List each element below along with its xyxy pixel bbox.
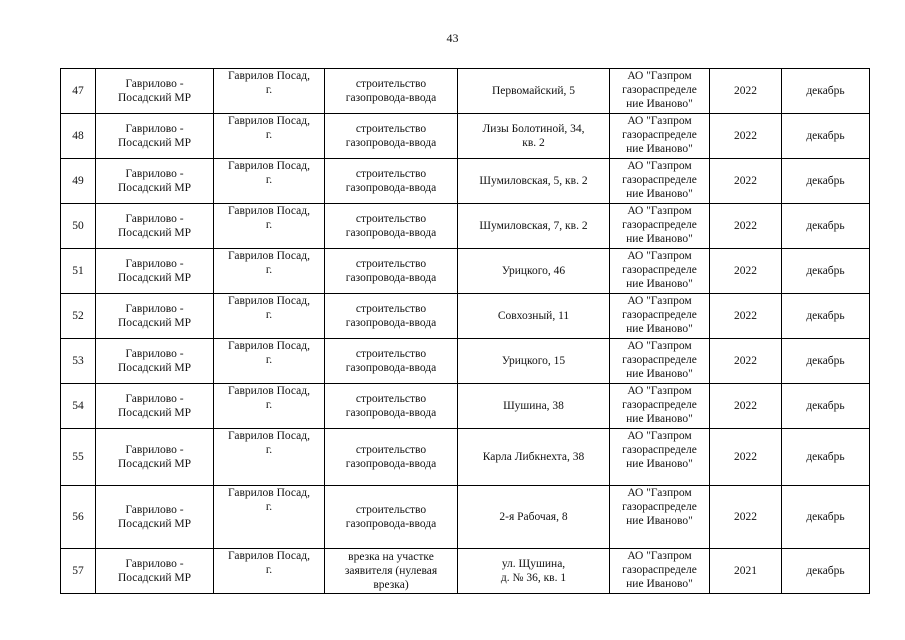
- year-cell: 2022: [710, 69, 782, 114]
- row-number: 55: [61, 429, 96, 486]
- year-cell: 2022: [710, 204, 782, 249]
- work-type-cell: строительство газопровода-ввода: [325, 339, 458, 384]
- table-row: [61, 114, 870, 159]
- district-cell: Гаврилово - Посадский МР: [96, 429, 214, 486]
- table-row: [61, 429, 870, 486]
- row-number: 53: [61, 339, 96, 384]
- month-cell: декабрь: [782, 486, 870, 549]
- month-cell: декабрь: [782, 249, 870, 294]
- year-cell: 2022: [710, 339, 782, 384]
- table-row: [61, 486, 870, 549]
- district-cell: Гаврилово - Посадский МР: [96, 249, 214, 294]
- organization-cell: АО "Газпром газораспределе ние Иваново": [610, 549, 710, 594]
- address-cell: Карла Либкнехта, 38: [458, 429, 610, 486]
- year-cell: 2022: [710, 159, 782, 204]
- gas-connection-table: [60, 68, 870, 594]
- district-cell: Гаврилово - Посадский МР: [96, 384, 214, 429]
- district-cell: Гаврилово - Посадский МР: [96, 339, 214, 384]
- district-cell: Гаврилово - Посадский МР: [96, 294, 214, 339]
- page-number: 43: [446, 31, 459, 45]
- year-cell: 2022: [710, 114, 782, 159]
- table-row: [61, 204, 870, 249]
- month-cell: декабрь: [782, 384, 870, 429]
- organization-cell: АО "Газпром газораспределе ние Иваново": [610, 384, 710, 429]
- table-row: [61, 249, 870, 294]
- work-type-cell: строительство газопровода-ввода: [325, 486, 458, 549]
- address-cell: 2-я Рабочая, 8: [458, 486, 610, 549]
- work-type-cell: строительство газопровода-ввода: [325, 204, 458, 249]
- work-type-cell: строительство газопровода-ввода: [325, 294, 458, 339]
- work-type-cell: строительство газопровода-ввода: [325, 69, 458, 114]
- address-cell: Урицкого, 15: [458, 339, 610, 384]
- year-cell: 2021: [710, 549, 782, 594]
- organization-cell: АО "Газпром газораспределе ние Иваново": [610, 294, 710, 339]
- locality-cell: Гаврилов Посад, г.: [214, 384, 325, 429]
- organization-cell: АО "Газпром газораспределе ние Иваново": [610, 249, 710, 294]
- district-cell: Гаврилово - Посадский МР: [96, 114, 214, 159]
- address-cell: Шумиловская, 7, кв. 2: [458, 204, 610, 249]
- locality-cell: Гаврилов Посад, г.: [214, 486, 325, 549]
- work-type-cell: строительство газопровода-ввода: [325, 429, 458, 486]
- month-cell: декабрь: [782, 159, 870, 204]
- address-cell: ул. Щушина, д. № 36, кв. 1: [458, 549, 610, 594]
- work-type-cell: строительство газопровода-ввода: [325, 159, 458, 204]
- year-cell: 2022: [710, 486, 782, 549]
- work-type-cell: врезка на участке заявителя (нулевая врезка): [325, 549, 458, 594]
- organization-cell: АО "Газпром газораспределе ние Иваново": [610, 486, 710, 549]
- row-number: 48: [61, 114, 96, 159]
- address-cell: Урицкого, 46: [458, 249, 610, 294]
- locality-cell: Гаврилов Посад, г.: [214, 549, 325, 594]
- district-cell: Гаврилово - Посадский МР: [96, 549, 214, 594]
- district-cell: Гаврилово - Посадский МР: [96, 486, 214, 549]
- table-row: [61, 294, 870, 339]
- organization-cell: АО "Газпром газораспределе ние Иваново": [610, 69, 710, 114]
- locality-cell: Гаврилов Посад, г.: [214, 294, 325, 339]
- row-number: 52: [61, 294, 96, 339]
- table-row: [61, 339, 870, 384]
- table-row: [61, 159, 870, 204]
- month-cell: декабрь: [782, 549, 870, 594]
- organization-cell: АО "Газпром газораспределе ние Иваново": [610, 159, 710, 204]
- organization-cell: АО "Газпром газораспределе ние Иваново": [610, 114, 710, 159]
- month-cell: декабрь: [782, 294, 870, 339]
- month-cell: декабрь: [782, 69, 870, 114]
- row-number: 47: [61, 69, 96, 114]
- address-cell: Первомайский, 5: [458, 69, 610, 114]
- table-row: [61, 384, 870, 429]
- row-number: 51: [61, 249, 96, 294]
- locality-cell: Гаврилов Посад, г.: [214, 204, 325, 249]
- locality-cell: Гаврилов Посад, г.: [214, 114, 325, 159]
- row-number: 49: [61, 159, 96, 204]
- row-number: 56: [61, 486, 96, 549]
- locality-cell: Гаврилов Посад, г.: [214, 339, 325, 384]
- address-cell: Шушина, 38: [458, 384, 610, 429]
- locality-cell: Гаврилов Посад, г.: [214, 429, 325, 486]
- locality-cell: Гаврилов Посад, г.: [214, 249, 325, 294]
- district-cell: Гаврилово - Посадский МР: [96, 69, 214, 114]
- organization-cell: АО "Газпром газораспределе ние Иваново": [610, 429, 710, 486]
- row-number: 50: [61, 204, 96, 249]
- month-cell: декабрь: [782, 114, 870, 159]
- organization-cell: АО "Газпром газораспределе ние Иваново": [610, 339, 710, 384]
- year-cell: 2022: [710, 294, 782, 339]
- address-cell: Лизы Болотиной, 34, кв. 2: [458, 114, 610, 159]
- organization-cell: АО "Газпром газораспределе ние Иваново": [610, 204, 710, 249]
- month-cell: декабрь: [782, 429, 870, 486]
- district-cell: Гаврилово - Посадский МР: [96, 159, 214, 204]
- row-number: 57: [61, 549, 96, 594]
- month-cell: декабрь: [782, 204, 870, 249]
- work-type-cell: строительство газопровода-ввода: [325, 249, 458, 294]
- month-cell: декабрь: [782, 339, 870, 384]
- address-cell: Совхозный, 11: [458, 294, 610, 339]
- address-cell: Шумиловская, 5, кв. 2: [458, 159, 610, 204]
- locality-cell: Гаврилов Посад, г.: [214, 69, 325, 114]
- year-cell: 2022: [710, 384, 782, 429]
- district-cell: Гаврилово - Посадский МР: [96, 204, 214, 249]
- year-cell: 2022: [710, 249, 782, 294]
- row-number: 54: [61, 384, 96, 429]
- table-row: [61, 69, 870, 114]
- table-row: [61, 549, 870, 594]
- work-type-cell: строительство газопровода-ввода: [325, 384, 458, 429]
- work-type-cell: строительство газопровода-ввода: [325, 114, 458, 159]
- year-cell: 2022: [710, 429, 782, 486]
- locality-cell: Гаврилов Посад, г.: [214, 159, 325, 204]
